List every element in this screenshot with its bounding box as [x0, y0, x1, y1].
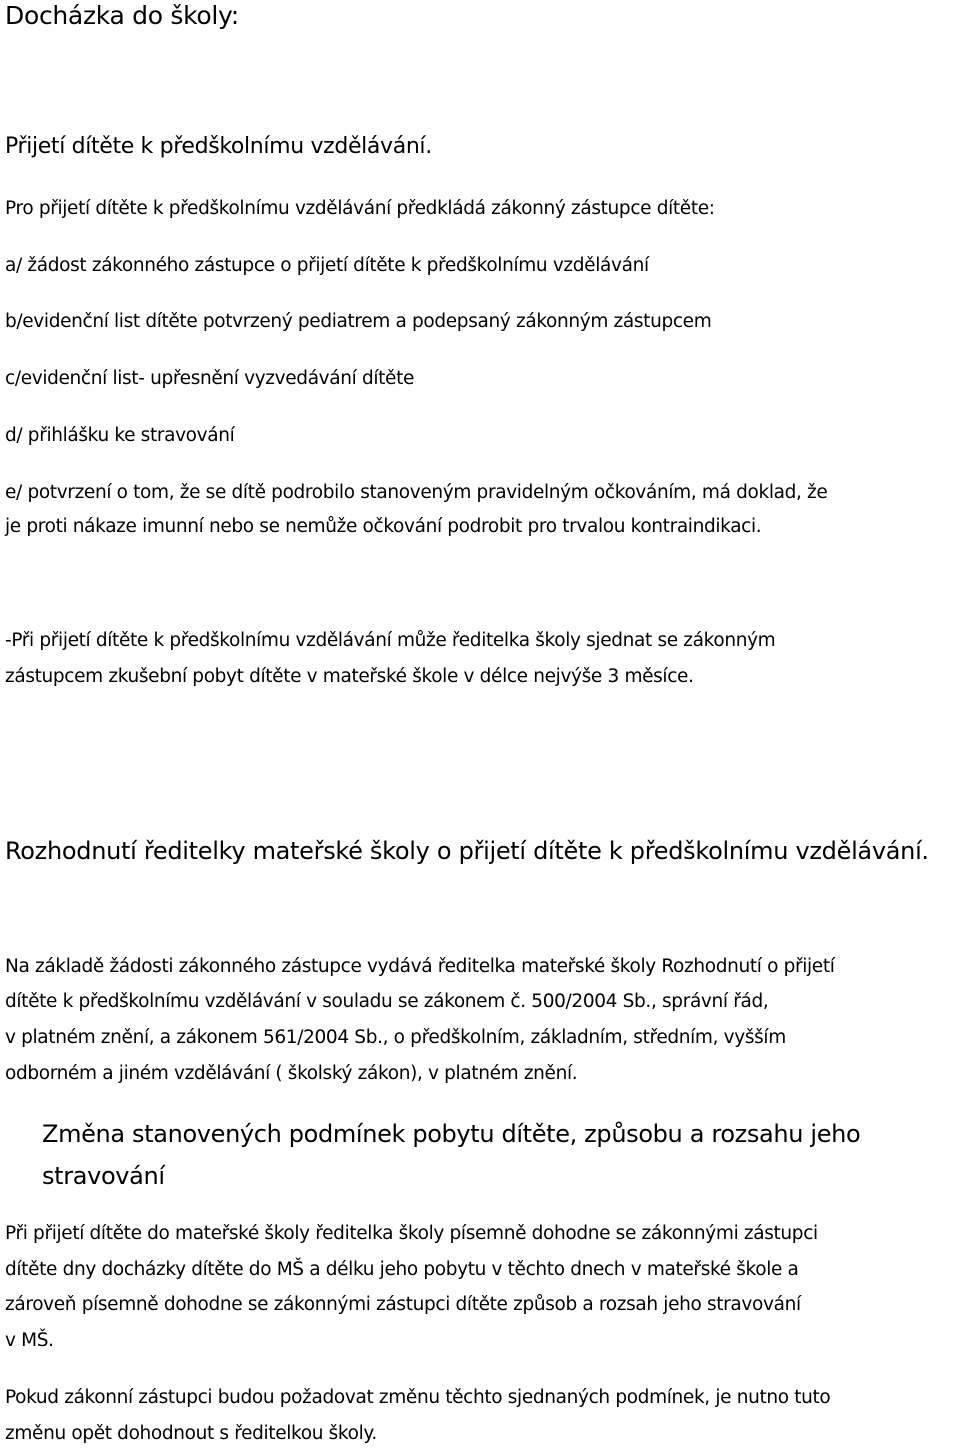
- section-heading-change-line: stravování: [42, 1162, 165, 1190]
- admission-item-d: d/ přihlášku ke stravování: [5, 425, 235, 446]
- decision-line: dítěte k předškolnímu vzdělávání v souladu se zákonem č. 500/2004 Sb., správní řád,: [5, 991, 769, 1012]
- admission-item-e-line: je proti nákaze imunní nebo se nemůže očkování podrobit pro trvalou kontraindikaci.: [5, 516, 762, 537]
- decision-line: odborném a jiném vzdělávání ( školský zákon), v platném znění.: [5, 1063, 578, 1084]
- change-paragraph-line: v MŠ.: [5, 1330, 54, 1351]
- section-heading-decision: Rozhodnutí ředitelky mateřské školy o přijetí dítěte k předškolnímu vzdělávání.: [5, 837, 929, 865]
- admission-item-a: a/ žádost zákonného zástupce o přijetí dítěte k předškolnímu vzdělávání: [5, 255, 649, 276]
- change-paragraph-line: dítěte dny docházky dítěte do MŠ a délku jeho pobytu v těchto dnech v mateřské škole a: [5, 1259, 799, 1280]
- trial-stay-line: -Při přijetí dítěte k předškolnímu vzdělávání může ředitelka školy sjednat se zákonným: [5, 630, 776, 651]
- change-paragraph-line: zároveň písemně dohodne se zákonnými zástupci dítěte způsob a rozsah jeho stravování: [5, 1294, 801, 1315]
- decision-line: Na základě žádosti zákonného zástupce vydává ředitelka mateřské školy Rozhodnutí o přijetí: [5, 956, 835, 977]
- decision-line: v platném znění, a zákonem 561/2004 Sb., o předškolním, základním, středním, vyšším: [5, 1027, 786, 1048]
- section-heading-admission: Přijetí dítěte k předškolnímu vzdělávání.: [5, 134, 432, 159]
- trial-stay-line: zástupcem zkušební pobyt dítěte v mateřské škole v délce nejvýše 3 měsíce.: [5, 666, 694, 687]
- admission-item-b: b/evidenční list dítěte potvrzený pediatrem a podepsaný zákonným zástupcem: [5, 311, 712, 332]
- admission-item-e-line: e/ potvrzení o tom, že se dítě podrobilo stanoveným pravidelným očkováním, má doklad, že: [5, 482, 828, 503]
- change-paragraph-line: Při přijetí dítěte do mateřské školy ředitelka školy písemně dohodne se zákonnými zástupci: [5, 1223, 818, 1244]
- admission-intro: Pro přijetí dítěte k předškolnímu vzdělávání předkládá zákonný zástupce dítěte:: [5, 198, 715, 219]
- change-request-line: změnu opět dohodnout s ředitelkou školy.: [5, 1423, 377, 1444]
- change-request-line: Pokud zákonní zástupci budou požadovat změnu těchto sjednaných podmínek, je nutno tuto: [5, 1387, 831, 1408]
- admission-item-c: c/evidenční list- upřesnění vyzvedávání dítěte: [5, 368, 415, 389]
- document-title: Docházka do školy:: [5, 1, 239, 30]
- section-heading-change-line: Změna stanovených podmínek pobytu dítěte, způsobu a rozsahu jeho: [42, 1120, 861, 1148]
